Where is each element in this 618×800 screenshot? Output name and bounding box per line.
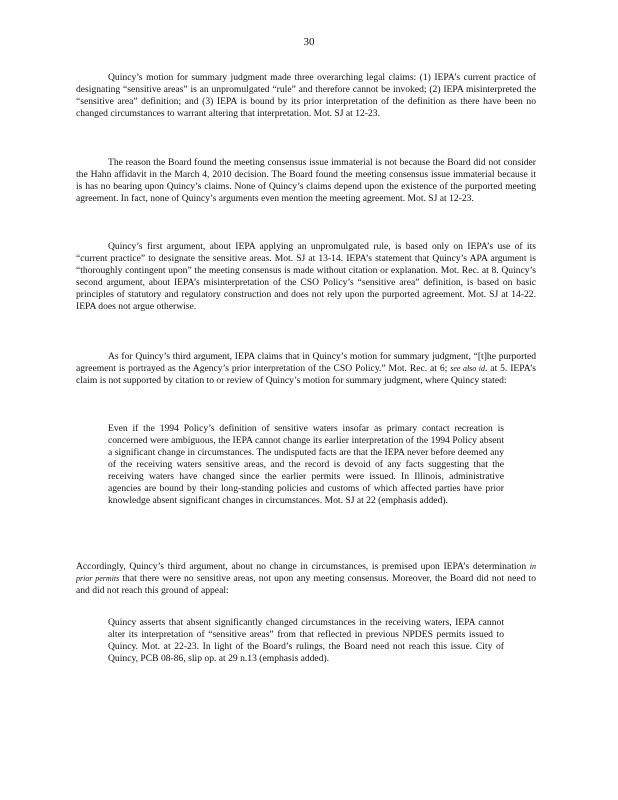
paragraph-accordingly: Accordingly, Quincy’s third argument, about no change in circumstances, is premised upon IEPA’s determination in prior permits that there were no sensitive areas, not upon any meeting consensus. Moreover, the Board did not need to and did not reach this ground of appeal:	[76, 561, 536, 596]
paragraph-three-claims: Quincy’s motion for summary judgment made three overarching legal claims: (1) IEPA’s current practice of designating “sensitive areas” is an unpromulgated “rule” and therefore cannot be invoked; (2) IEPA misinterpreted the “sensitive area” definition; and (3) IEPA is bound by its prior interpretation of the definition as there have been no changed circumstances to warrant altering that interpretation. Mot. SJ at 12-23.	[76, 72, 536, 119]
paragraph-meeting-consensus: The reason the Board found the meeting consensus issue immaterial is not because the Board did not consider the Hahn affidavit in the March 4, 2010 decision. The Board found the meeting consensus issue immaterial because it is has no bearing upon Quincy’s claims. None of Quincy’s claims depend upon the existence of the purported meeting agreement. In fact, none of Quincy’s arguments even mention the meeting agreement. Mot. SJ at 12-23.	[76, 157, 536, 204]
emphasis-text: in prior permits	[76, 562, 536, 583]
paragraph-first-argument: Quincy’s first argument, about IEPA applying an unpromulgated rule, is based only on IEPA’s use of its “current practice” to designate the sensitive areas. Mot. SJ at 13-14. IEPA’s statement that Quincy’s APA argument is “thoroughly contingent upon” the meeting consensus is made without citation or explanation. Mot. Rec. at 8. Quincy’s second argument, about IEPA’s misinterpretation of the CSO Policy’s “sensitive area” definition, is based on basic principles of statutory and regulatory construction and does not rely upon the purported agreement. Mot. SJ at 14-22. IEPA does not argue otherwise.	[76, 241, 536, 312]
page-number: 30	[303, 36, 315, 48]
emphasis-text: since the earlier permits were issued	[239, 471, 394, 482]
citation-see-also: see also id	[450, 364, 486, 373]
block-quote-board: Quincy asserts that absent significantly changed circumstances in the receiving waters, IEPA cannot alter its interpretation of “sensitive areas” from that reflected in previous NPDES permits issued to Quincy. Mot. at 22-23. In light of the Board’s rulings, the Board need not reach this issue. City of Quincy, PCB 08-86, slip op. at 29 n.13 (emphasis added).	[108, 617, 504, 664]
block-quote-motion: Even if the 1994 Policy’s definition of sensitive waters insofar as primary contact recreation is concerned were ambiguous, the IEPA cannot change its earlier interpretation of the 1994 Policy absent a significant change in circumstances. The undisputed facts are that the IEPA never before deemed any of the receiving waters sensitive areas, and the record is devoid of any facts suggesting that the receiving waters have changed since the earlier permits were issued. In Illinois, administrative agencies are bound by their long-standing policies and customs of which affected parties have prior knowledge absent significant changes in circumstances. Mot. SJ at 22 (emphasis added).	[108, 423, 504, 506]
emphasis-text: from that reflected in previous NPDES permits issued to Quincy	[108, 629, 504, 652]
paragraph-third-argument: As for Quincy’s third argument, IEPA claims that in Quincy’s motion for summary judgment, “[t]he purported agreement is portrayed as the Agency’s prior interpretation of the CSO Policy.” Mot. Rec. at 6; see also id. at 5. IEPA’s claim is not supported by citation to or review of Quincy’s motion for summary judgment, where Quincy stated:	[76, 351, 536, 386]
case-citation: City of Quincy	[108, 641, 504, 664]
